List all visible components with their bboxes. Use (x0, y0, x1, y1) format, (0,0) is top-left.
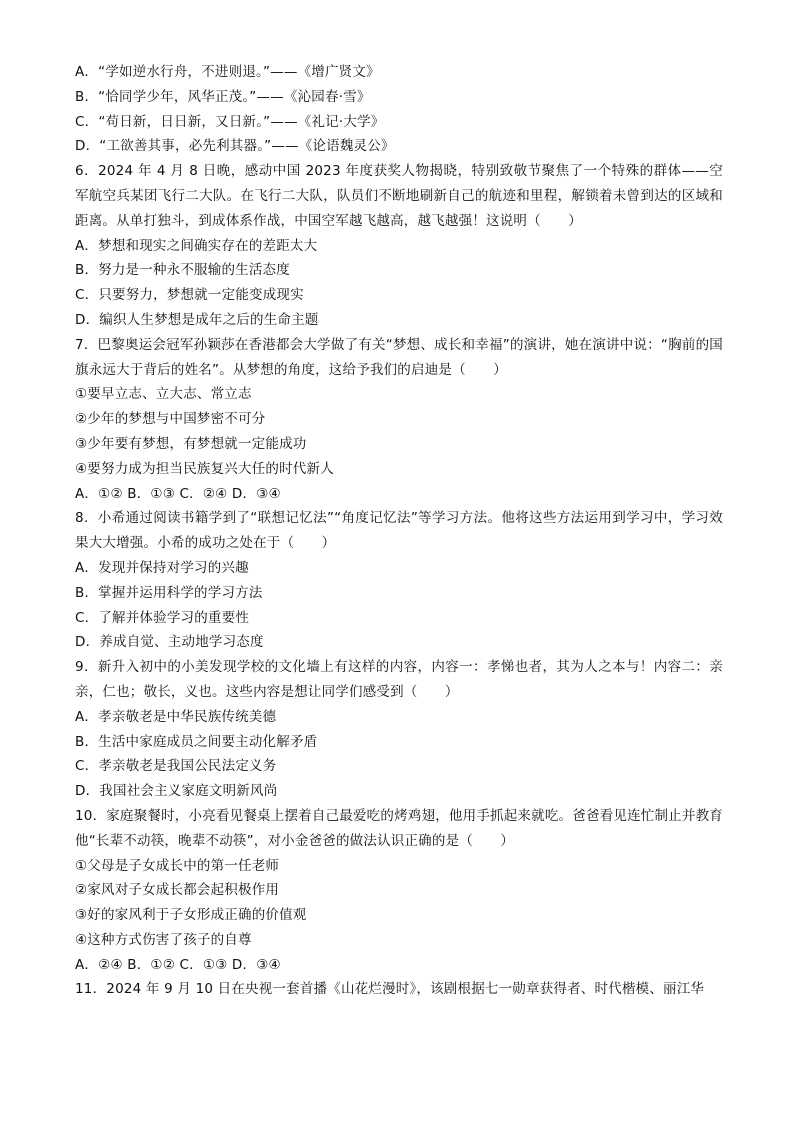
question-11-stem: 11．2024 年 9 月 10 日在央视一套首播《山花烂漫时》，该剧根据七一勋章获得者、时代楷模、丽江华 (75, 981, 705, 998)
question-7-statement-4: ④要努力成为担当民族复兴大任的时代新人 (75, 460, 334, 477)
question-8-option-d: D．养成自觉、主动地学习态度 (75, 634, 264, 651)
question-7-stem: 7．巴黎奥运会冠军孙颖莎在香港都会大学做了有关“梦想、成长和幸福”的演讲，她在演讲中说：“胸前的国旗永远大于背后的姓名”。从梦想的角度，这给予我们的启迪是（ ） (75, 336, 723, 378)
question-9-option-c: C．孝亲敬老是我国公民法定义务 (75, 758, 277, 775)
question-content (75, 60, 723, 1002)
question-6-option-c: C．只要努力，梦想就一定能变成现实 (75, 287, 304, 304)
question-6-option-a: A．梦想和现实之间确实存在的差距太大 (75, 237, 318, 254)
question-8-stem: 8．小希通过阅读书籍学到了“联想记忆法”“角度记忆法”等学习方法。他将这些方法运用到学习中，学习效果大大增强。小希的成功之处在于（ ） (75, 510, 723, 552)
prev-option-d: D．“工欲善其事，必先利其器。”——《论语魏灵公》 (75, 138, 395, 155)
question-6-option-b: B．努力是一种永不服输的生活态度 (75, 262, 290, 279)
question-8-option-c: C．了解并体验学习的重要性 (75, 609, 250, 626)
question-7-choices: A．①② B．①③ C．②④ D．③④ (75, 485, 281, 502)
question-9-option-a: A．孝亲敬老是中华民族传统美德 (75, 708, 277, 725)
question-7-statement-1: ①要早立志、立大志、常立志 (75, 386, 252, 403)
prev-option-c: C．“苟日新，日日新，又日新。”——《礼记·大学》 (75, 113, 385, 130)
question-6-option-d: D．编织人生梦想是成年之后的生命主题 (75, 311, 319, 328)
question-8-option-b: B．掌握并运用科学的学习方法 (75, 584, 263, 601)
question-9-option-d: D．我国社会主义家庭文明新风尚 (75, 783, 278, 800)
question-10-statement-1: ①父母是子女成长中的第一任老师 (75, 857, 280, 874)
question-6-stem: 6．2024 年 4 月 8 日晚，感动中国 2023 年度获奖人物揭晓，特别致敬节聚焦了一个特殊的群体——空军航空兵某团飞行二大队。在飞行二大队，队员们不断地刷新自己的航迹和里程，解锁着未曾到达的区域和距离。从单打独斗，到成体系作战，中国空军越飞越高，越飞越强！这说明（ ） (75, 163, 723, 229)
question-10-stem: 10．家庭聚餐时，小亮看见餐桌上摆着自己最爱吃的烤鸡翅，他用手抓起来就吃。爸爸看见连忙制止并教育他“长辈不动筷，晚辈不动筷”，对小金爸爸的做法认识正确的是（ ） (75, 807, 723, 849)
question-10-statement-2: ②家风对子女成长都会起积极作用 (75, 882, 280, 899)
question-10-choices: A．②④ B．①② C．①③ D．③④ (75, 956, 281, 973)
question-7-statement-3: ③少年要有梦想，有梦想就一定能成功 (75, 435, 307, 452)
prev-option-b: B．“恰同学少年，风华正茂。”——《沁园春·雪》 (75, 88, 371, 105)
question-8-option-a: A．发现并保持对学习的兴趣 (75, 559, 249, 576)
question-9-stem: 9．新升入初中的小美发现学校的文化墙上有这样的内容，内容一：孝悌也者，其为人之本与！内容二：亲亲，仁也；敬长，义也。这些内容是想让同学们感受到（ ） (75, 659, 723, 700)
question-10-statement-4: ④这种方式伤害了孩子的自尊 (75, 931, 252, 948)
question-10-statement-3: ③好的家风利于子女形成正确的价值观 (75, 907, 307, 924)
prev-option-a: A．“学如逆水行舟，不进则退。”——《增广贤文》 (75, 64, 380, 80)
question-7-statement-2: ②少年的梦想与中国梦密不可分 (75, 411, 266, 428)
question-9-option-b: B．生活中家庭成员之间要主动化解矛盾 (75, 733, 318, 750)
